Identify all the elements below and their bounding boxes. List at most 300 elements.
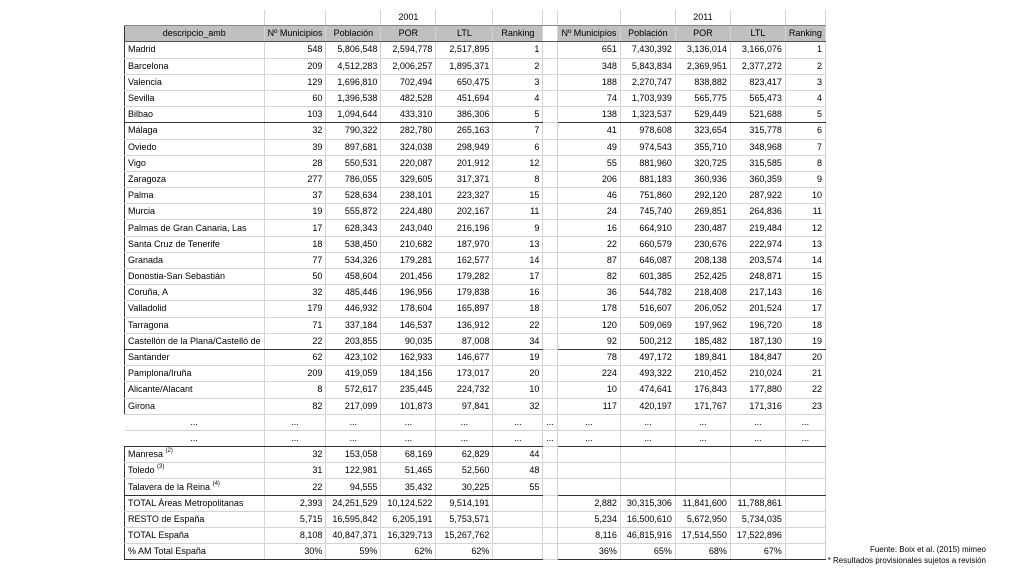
column-header-name: descripcio_amb: [125, 26, 265, 42]
cell-2011: 184,847: [730, 349, 785, 365]
cell-2001: 482,528: [381, 90, 436, 106]
cell-2011: 217,143: [730, 285, 785, 301]
gap-cell: [543, 58, 558, 74]
cell-2001: 485,446: [326, 285, 381, 301]
ellipsis-cell: ...: [785, 414, 825, 430]
cell-2001: 179,282: [436, 269, 493, 285]
total-2001: 62%: [436, 544, 493, 560]
empty-cell: [785, 10, 825, 26]
cell-2001: 5,806,548: [326, 42, 381, 58]
table-row: [125, 447, 826, 463]
cell-2001: 7: [493, 123, 543, 139]
cell-2001: 184,156: [381, 366, 436, 382]
cell-2001: 555,872: [326, 204, 381, 220]
cell-2011: 222,974: [730, 236, 785, 252]
cell-2001: 18: [493, 301, 543, 317]
cell-2001: 101,873: [381, 398, 436, 414]
cell-2011: 745,740: [620, 204, 675, 220]
column-header-2001: Ranking: [493, 26, 543, 42]
row-name-text: Talavera de la Reina: [128, 481, 211, 492]
row-name: Zaragoza: [125, 171, 265, 187]
cell-2011: 348: [557, 58, 620, 74]
table-row: [125, 430, 826, 446]
gap-cell: [543, 544, 558, 560]
cell-2011: 92: [557, 333, 620, 349]
gap-cell: [543, 26, 558, 42]
cell-2001: 34: [493, 333, 543, 349]
gap-cell: [543, 349, 558, 365]
cell-2011: 218,408: [675, 285, 730, 301]
cell-2001: 446,932: [326, 301, 381, 317]
ellipsis-cell: ...: [557, 430, 620, 446]
cell-2011: 3,136,014: [675, 42, 730, 58]
cell-2011: 565,473: [730, 90, 785, 106]
cell-2001: 451,694: [436, 90, 493, 106]
cell-2011: 751,860: [620, 188, 675, 204]
cell-2011: 11: [785, 204, 825, 220]
cell-2011: 323,654: [675, 123, 730, 139]
cell-2011: 224: [557, 366, 620, 382]
cell-2001: 146,537: [381, 317, 436, 333]
gap-cell: [543, 204, 558, 220]
column-header-2001: Población: [326, 26, 381, 42]
footnote-marker: (3): [157, 464, 165, 471]
total-2001: 16,329,713: [381, 528, 436, 544]
empty-cell: [785, 447, 825, 463]
cell-2011: 838,882: [675, 74, 730, 90]
total-2011: 68%: [675, 544, 730, 560]
cell-2011: 36: [557, 285, 620, 301]
cell-2001: 202,167: [436, 204, 493, 220]
cell-2001: 18: [264, 236, 326, 252]
cell-2001: 9: [493, 220, 543, 236]
cell-2011: 188: [557, 74, 620, 90]
cell-2001: 17: [493, 269, 543, 285]
cell-2011: 320,725: [675, 155, 730, 171]
table-row: [125, 155, 826, 171]
cell-2011: 189,841: [675, 349, 730, 365]
cell-2001: 32: [264, 123, 326, 139]
cell-2001: 235,445: [381, 382, 436, 398]
cell-2011: 138: [557, 107, 620, 123]
cell-2001: 1,895,371: [436, 58, 493, 74]
ellipsis-cell: ...: [326, 430, 381, 446]
source-note: [828, 545, 986, 566]
total-2011: [785, 495, 825, 511]
column-header-2001: LTL: [436, 26, 493, 42]
column-header-2011: Ranking: [785, 26, 825, 42]
cell-2001: 87,008: [436, 333, 493, 349]
row-name: Palmas de Gran Canaria, Las: [125, 220, 265, 236]
cell-2001: 224,732: [436, 382, 493, 398]
revision-note: * Resultados provisionales sujetos a revisión: [827, 555, 986, 565]
column-header-2011: LTL: [730, 26, 785, 42]
cell-2001: 2,517,895: [436, 42, 493, 58]
ellipsis-cell: ...: [436, 414, 493, 430]
cell-2001: 528,634: [326, 188, 381, 204]
table-row: [125, 544, 826, 560]
table-row: [125, 74, 826, 90]
gap-cell: [543, 285, 558, 301]
cell-2001: 162,577: [436, 252, 493, 268]
cell-2001: 32: [264, 447, 326, 463]
cell-2011: 881,960: [620, 155, 675, 171]
total-2011: 2,882: [557, 495, 620, 511]
cell-2011: 881,183: [620, 171, 675, 187]
cell-2011: 15: [785, 269, 825, 285]
empty-cell: [620, 479, 675, 495]
cell-2001: 179,281: [381, 252, 436, 268]
gap-cell: [543, 252, 558, 268]
cell-2001: 2,594,778: [381, 42, 436, 58]
total-2001: 40,847,371: [326, 528, 381, 544]
cell-2011: 197,962: [675, 317, 730, 333]
year-header-2001: 2001: [381, 10, 436, 26]
cell-2001: 187,970: [436, 236, 493, 252]
ellipsis-cell: ...: [493, 430, 543, 446]
cell-2001: 15: [493, 188, 543, 204]
total-2001: 62%: [381, 544, 436, 560]
cell-2001: 210,682: [381, 236, 436, 252]
total-2001: 30%: [264, 544, 326, 560]
empty-cell: [557, 463, 620, 479]
ellipsis-cell: ...: [785, 430, 825, 446]
cell-2011: 203,574: [730, 252, 785, 268]
cell-2001: 277: [264, 171, 326, 187]
cell-2001: 10: [493, 382, 543, 398]
ellipsis-cell: ...: [675, 414, 730, 430]
row-name: Sevilla: [125, 90, 265, 106]
cell-2001: 165,897: [436, 301, 493, 317]
cell-2001: 16: [493, 285, 543, 301]
gap-cell: [543, 511, 558, 527]
table-row: [125, 139, 826, 155]
cell-2001: 317,371: [436, 171, 493, 187]
cell-2011: 651: [557, 42, 620, 58]
cell-2011: 3: [785, 74, 825, 90]
column-header-2011: POR: [675, 26, 730, 42]
total-name: TOTAL Àreas Metropolitanas: [125, 495, 265, 511]
cell-2001: 44: [493, 447, 543, 463]
total-2011: 16,500,610: [620, 511, 675, 527]
cell-2011: 474,641: [620, 382, 675, 398]
cell-2001: 50: [264, 269, 326, 285]
cell-2001: 30,225: [436, 479, 493, 495]
gap-cell: [543, 382, 558, 398]
row-name: Valencia: [125, 74, 265, 90]
cell-2011: 646,087: [620, 252, 675, 268]
row-name: Coruña, A: [125, 285, 265, 301]
cell-2001: 1: [493, 42, 543, 58]
empty-cell: [620, 10, 675, 26]
table-row: [125, 220, 826, 236]
cell-2011: 22: [785, 382, 825, 398]
gap-cell: [543, 479, 558, 495]
table-row: [125, 495, 826, 511]
cell-2011: 292,120: [675, 188, 730, 204]
empty-cell: [730, 479, 785, 495]
cell-2011: 348,968: [730, 139, 785, 155]
cell-2011: 16: [557, 220, 620, 236]
cell-2011: 529,449: [675, 107, 730, 123]
cell-2011: 315,778: [730, 123, 785, 139]
total-2001: 9,514,191: [436, 495, 493, 511]
cell-2011: 177,880: [730, 382, 785, 398]
cell-2011: 2,270,747: [620, 74, 675, 90]
cell-2001: 19: [264, 204, 326, 220]
cell-2001: 31: [264, 463, 326, 479]
cell-2001: 386,306: [436, 107, 493, 123]
cell-2001: 3: [493, 74, 543, 90]
gap-cell: [543, 236, 558, 252]
gap-cell: [543, 123, 558, 139]
cell-2011: 9: [785, 171, 825, 187]
gap-cell: [543, 447, 558, 463]
empty-cell: [557, 479, 620, 495]
table-row: [125, 414, 826, 430]
row-name: Vigo: [125, 155, 265, 171]
cell-2001: 2: [493, 58, 543, 74]
ellipsis-cell: ...: [125, 430, 265, 446]
cell-2011: 315,585: [730, 155, 785, 171]
cell-2011: 230,676: [675, 236, 730, 252]
cell-2011: 16: [785, 285, 825, 301]
column-header-2011: Nº Municipios: [557, 26, 620, 42]
empty-cell: [785, 463, 825, 479]
row-name: Tarragona: [125, 317, 265, 333]
cell-2001: 13: [493, 236, 543, 252]
cell-2011: 78: [557, 349, 620, 365]
cell-2001: 82: [264, 398, 326, 414]
cell-2011: 10: [785, 188, 825, 204]
cell-2001: 4,512,283: [326, 58, 381, 74]
cell-2011: 13: [785, 236, 825, 252]
cell-2011: 601,385: [620, 269, 675, 285]
total-2011: 17,522,896: [730, 528, 785, 544]
total-2001: 2,393: [264, 495, 326, 511]
table-row: [125, 123, 826, 139]
cell-2011: 120: [557, 317, 620, 333]
total-2001: [493, 495, 543, 511]
total-2011: 36%: [557, 544, 620, 560]
gap-cell: [543, 74, 558, 90]
cell-2011: 117: [557, 398, 620, 414]
cell-2001: 8: [493, 171, 543, 187]
cell-2001: 22: [264, 333, 326, 349]
cell-2001: 62,829: [436, 447, 493, 463]
total-2001: 5,753,571: [436, 511, 493, 527]
gap-cell: [543, 495, 558, 511]
cell-2001: 146,677: [436, 349, 493, 365]
ellipsis-cell: ...: [326, 414, 381, 430]
column-header-2011: Población: [620, 26, 675, 42]
table-row: [125, 269, 826, 285]
row-name: Barcelona: [125, 58, 265, 74]
table-row: [125, 107, 826, 123]
ellipsis-cell: ...: [381, 430, 436, 446]
cell-2011: 208,138: [675, 252, 730, 268]
cell-2011: 176,843: [675, 382, 730, 398]
table-row: [125, 188, 826, 204]
cell-2011: 287,922: [730, 188, 785, 204]
cell-2011: 14: [785, 252, 825, 268]
ellipsis-cell: ...: [125, 414, 265, 430]
cell-2011: 4: [785, 90, 825, 106]
cell-2011: 1,323,537: [620, 107, 675, 123]
cell-2011: 49: [557, 139, 620, 155]
cell-2011: 171,316: [730, 398, 785, 414]
total-2011: 30,315,306: [620, 495, 675, 511]
cell-2011: 18: [785, 317, 825, 333]
cell-2001: 650,475: [436, 74, 493, 90]
cell-2011: 201,524: [730, 301, 785, 317]
row-name: Alicante/Alacant: [125, 382, 265, 398]
cell-2001: 48: [493, 463, 543, 479]
cell-2001: 220,087: [381, 155, 436, 171]
cell-2001: 71: [264, 317, 326, 333]
cell-2011: 565,775: [675, 90, 730, 106]
cell-2001: 122,981: [326, 463, 381, 479]
cell-2001: 223,327: [436, 188, 493, 204]
row-name: Santander: [125, 349, 265, 365]
cell-2001: 458,604: [326, 269, 381, 285]
empty-cell: [675, 463, 730, 479]
cell-2001: 55: [493, 479, 543, 495]
source-line: Fuente: Boix et al. (2015) mimeo: [869, 545, 986, 554]
column-header-2001: POR: [381, 26, 436, 42]
row-name: Valladolid: [125, 301, 265, 317]
row-name: Madrid: [125, 42, 265, 58]
table-row: [125, 252, 826, 268]
cell-2001: 217,099: [326, 398, 381, 414]
cell-2001: 786,055: [326, 171, 381, 187]
cell-2001: 298,949: [436, 139, 493, 155]
cell-2001: 162,933: [381, 349, 436, 365]
gap-cell: [543, 42, 558, 58]
ellipsis-cell: ...: [493, 414, 543, 430]
cell-2011: 2,369,951: [675, 58, 730, 74]
table-row: [125, 366, 826, 382]
cell-2001: 897,681: [326, 139, 381, 155]
cell-2001: 282,780: [381, 123, 436, 139]
total-2011: 11,788,861: [730, 495, 785, 511]
table-row: [125, 528, 826, 544]
footnote-marker: (4): [212, 480, 220, 487]
cell-2011: 210,024: [730, 366, 785, 382]
cell-2011: 660,579: [620, 236, 675, 252]
total-2001: [493, 528, 543, 544]
ellipsis-cell: ...: [557, 414, 620, 430]
table-row: [125, 26, 826, 42]
cell-2001: 129: [264, 74, 326, 90]
cell-2011: 978,608: [620, 123, 675, 139]
cell-2001: 68,169: [381, 447, 436, 463]
gap-cell: [543, 139, 558, 155]
ellipsis-cell: ...: [730, 414, 785, 430]
cell-2011: 23: [785, 398, 825, 414]
row-name: Oviedo: [125, 139, 265, 155]
total-name: RESTO de España: [125, 511, 265, 527]
cell-2011: 500,212: [620, 333, 675, 349]
empty-cell: [730, 463, 785, 479]
cell-2011: 974,543: [620, 139, 675, 155]
cell-2001: 238,101: [381, 188, 436, 204]
cell-2001: 534,326: [326, 252, 381, 268]
gap-cell: [543, 301, 558, 317]
cell-2001: 90,035: [381, 333, 436, 349]
ellipsis-cell: ...: [730, 430, 785, 446]
table-row: [125, 285, 826, 301]
row-name: Girona: [125, 398, 265, 414]
cell-2011: 1,703,939: [620, 90, 675, 106]
row-name: Málaga: [125, 123, 265, 139]
cell-2001: 201,912: [436, 155, 493, 171]
cell-2001: 97,841: [436, 398, 493, 414]
cell-2001: 433,310: [381, 107, 436, 123]
year-header-2011: 2011: [675, 10, 730, 26]
ellipsis-cell: ...: [381, 414, 436, 430]
total-2001: 59%: [326, 544, 381, 560]
cell-2011: 17: [785, 301, 825, 317]
cell-2001: 32: [493, 398, 543, 414]
total-2001: [493, 544, 543, 560]
cell-2011: 360,936: [675, 171, 730, 187]
cell-2001: 20: [493, 366, 543, 382]
cell-2011: 5,843,834: [620, 58, 675, 74]
table-row: [125, 317, 826, 333]
cell-2011: 509,069: [620, 317, 675, 333]
empty-cell: [557, 447, 620, 463]
cell-2001: 51,465: [381, 463, 436, 479]
cell-2001: 179: [264, 301, 326, 317]
cell-2011: 178: [557, 301, 620, 317]
cell-2011: 264,836: [730, 204, 785, 220]
cell-2011: 7: [785, 139, 825, 155]
cell-2011: 252,425: [675, 269, 730, 285]
gap-cell: [543, 528, 558, 544]
gap-cell: [543, 463, 558, 479]
cell-2011: 2,377,272: [730, 58, 785, 74]
cell-2001: 216,196: [436, 220, 493, 236]
cell-2011: 206: [557, 171, 620, 187]
empty-cell: [730, 447, 785, 463]
cell-2001: 209: [264, 366, 326, 382]
table-row: [125, 511, 826, 527]
table-row: [125, 171, 826, 187]
cell-2001: 17: [264, 220, 326, 236]
total-name: TOTAL España: [125, 528, 265, 544]
cell-2011: 20: [785, 349, 825, 365]
table-row: [125, 10, 826, 26]
total-2011: 65%: [620, 544, 675, 560]
empty-cell: [730, 10, 785, 26]
cell-2001: 790,322: [326, 123, 381, 139]
cell-2001: 35,432: [381, 479, 436, 495]
cell-2001: 265,163: [436, 123, 493, 139]
total-2001: 6,205,191: [381, 511, 436, 527]
cell-2011: 219,484: [730, 220, 785, 236]
total-2011: 8,116: [557, 528, 620, 544]
cell-2011: 19: [785, 333, 825, 349]
total-2011: [785, 528, 825, 544]
total-2001: 16,595,842: [326, 511, 381, 527]
footnote-marker: (2): [165, 448, 173, 455]
cell-2001: 19: [493, 349, 543, 365]
cell-2001: 337,184: [326, 317, 381, 333]
cell-2001: 52,560: [436, 463, 493, 479]
cell-2011: 497,172: [620, 349, 675, 365]
cell-2011: 8: [785, 155, 825, 171]
